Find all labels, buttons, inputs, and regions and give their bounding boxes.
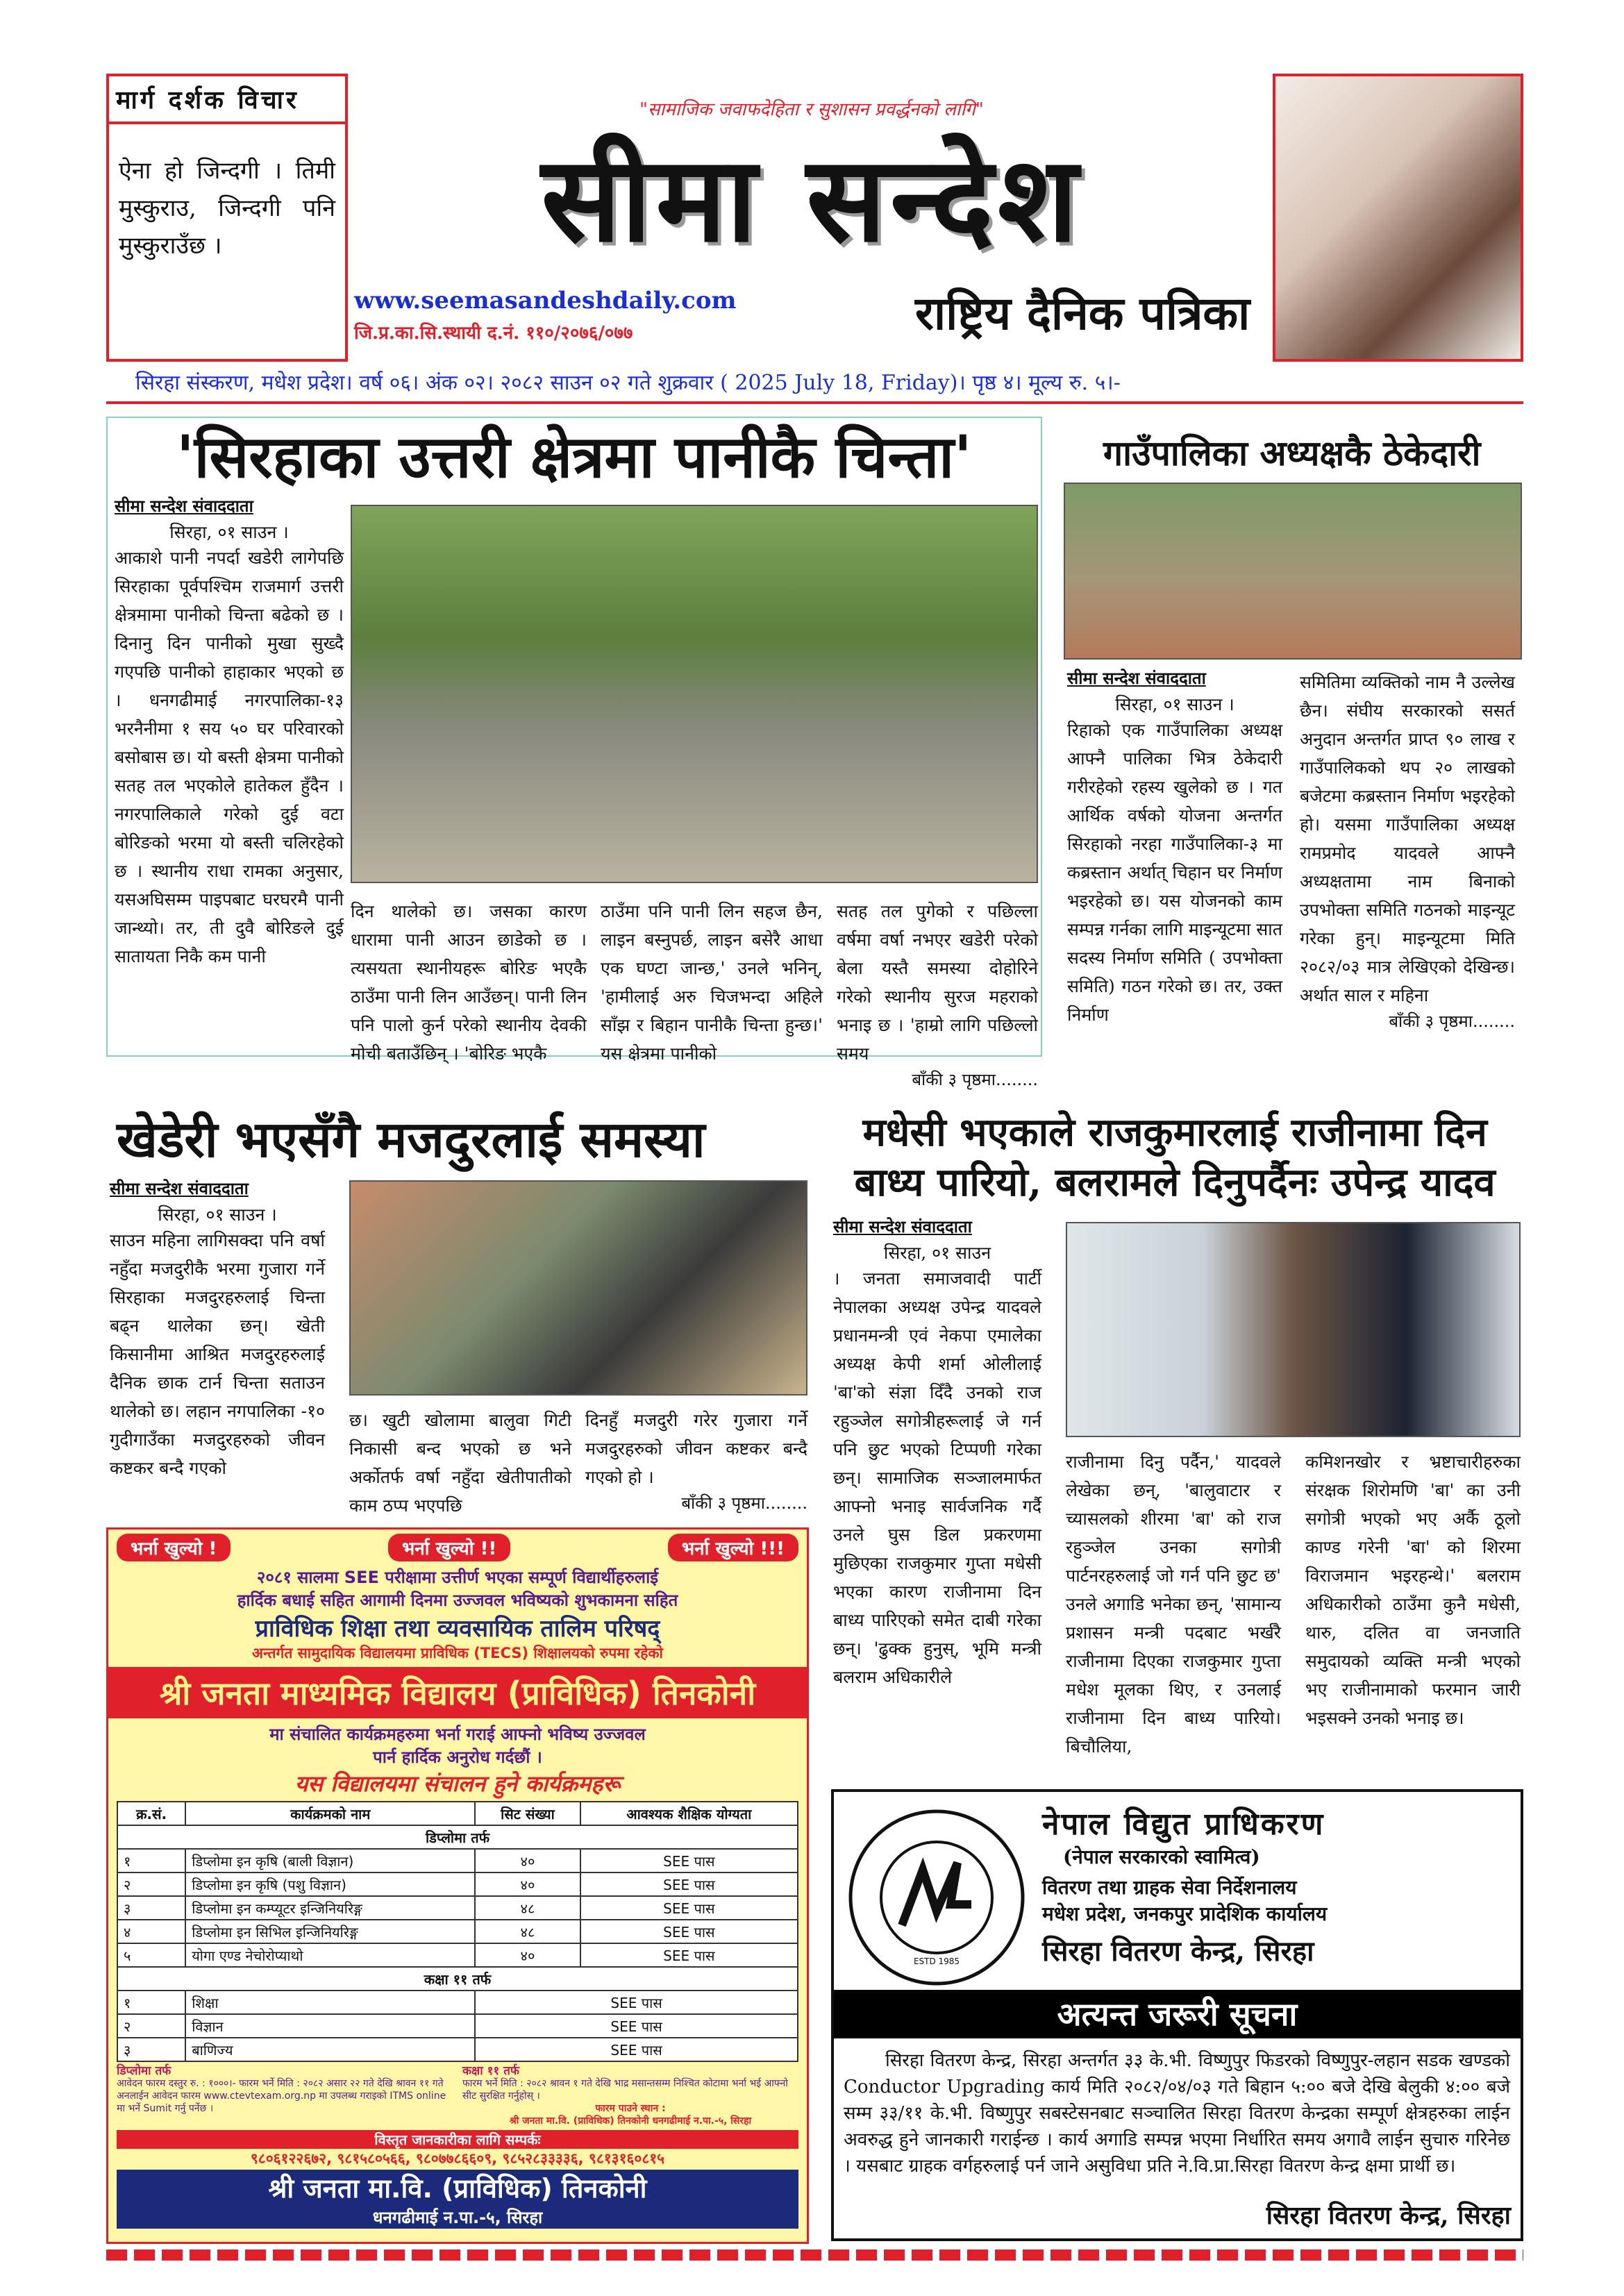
section-diploma: डिप्लोमा तर्फ bbox=[117, 1825, 798, 1849]
table-row bbox=[117, 1920, 798, 1943]
story-contractor bbox=[1060, 417, 1523, 1093]
header-rule bbox=[106, 401, 1523, 404]
cell: SEE पास bbox=[580, 1872, 798, 1896]
story2-byline: सीमा सन्देश संवाददाता bbox=[1067, 668, 1206, 688]
notice-signature: सिरहा वितरण केन्द्र, सिरहा bbox=[1266, 2201, 1511, 2230]
ad-line2: हार्दिक बधाई सहित आगामी दिनमा उज्जवल भविष्यको शुभकामना सहित bbox=[237, 1591, 678, 1610]
notice-title-bar bbox=[834, 1990, 1521, 2038]
admission-badge: भर्ना खुल्यो !! bbox=[388, 1534, 510, 1561]
cell: बाणिज्य bbox=[185, 2038, 475, 2061]
cell: ४० bbox=[475, 1849, 580, 1872]
form-place-title: फारम पाउने स्थान : bbox=[595, 2103, 666, 2114]
english-date: ( 2025 July 18, Friday) bbox=[720, 371, 958, 395]
cell: SEE पास bbox=[580, 1896, 798, 1920]
cell: SEE पास bbox=[475, 1991, 798, 2014]
separator: । bbox=[344, 371, 353, 395]
story3-col1: साउन महिना लागिसक्दा पनि वर्षा नहुँदा मजदुरीकै भरमा गुजारा गर्ने सिरहाका मजदुरहरुलाई चिन्ता बढ्न थालेका छन्। खेती किसानीमा आश्रित मजदुरहरुलाई दैनिक छाक टार्न चिन्ता सताउन थालेको छ। लहान नगपालिका -१० गुदीगाउँका मजदुरहरुको जीवन कष्टकर बन्दै गएको bbox=[110, 1230, 325, 1478]
school-admission-ad bbox=[106, 1527, 809, 2244]
note-diploma: आवेदन फारम दस्तुर रु. : १०००।- फारम भर्ने मिति : २०८२ असार २२ गते देखि श्रावन ११ गते अनलाईन आवेदन फारम www.ctevtexam.org.np मा उपलब्ध गराइको ITMS online मा भर्ने Sumit गर्नु पर्नेछ । bbox=[117, 2078, 446, 2114]
cell: ४ bbox=[117, 1920, 185, 1943]
story-upendra-yadav bbox=[826, 1107, 1523, 1781]
contact-title: विस्तृत जानकारीका लागि सम्पर्कः bbox=[117, 2130, 798, 2149]
story2-photo bbox=[1064, 483, 1522, 660]
cell: ४८ bbox=[475, 1920, 580, 1943]
col-header: कार्यक्रमको नाम bbox=[185, 1802, 475, 1825]
ad-school-name: श्री जनता माध्यमिक विद्यालय (प्राविधिक) तिनकोनी bbox=[108, 1667, 807, 1718]
col-header: क्र.सं. bbox=[117, 1802, 185, 1825]
cell: डिप्लोमा इन कृषि (पशु विज्ञान) bbox=[185, 1872, 475, 1896]
story1-col3: ठाउँमा पनि पानी लिन सहज छैन, लाइन बस्नुपर्छ, लाइन बसेरै आधा एक घण्टा जान्छ,' उनले भनिन्, 'हामीलाई अरु चिजभन्दा अहिले साँझ र बिहान पानीकै चिन्ता हुन्छ।' यस क्षेत्रमा पानीको bbox=[601, 901, 823, 1064]
masthead-tagline: "सामाजिक जवाफदेहिता र सुशासन प्रवर्द्धनको लागि" bbox=[639, 99, 984, 120]
issue: अंक ०२ bbox=[425, 371, 486, 395]
story4-col1: । जनता समाजवादी पार्टी नेपालका अध्यक्ष उपेन्द्र यादवले प्रधानमन्त्री एवं नेकपा एमालेका अध्यक्ष केपी शर्मा ओलीलाई 'बा'को संज्ञा दिँदै उनको राज रहुञ्जेल सगोत्रीहरूलाई जे गर्न पनि छुट भएको टिप्पणी गरेका छन्। सामाजिक सञ्जालमार्फत आफ्नो भनाइ सार्वजनिक गर्दै उनले घुस डिल प्रकरणमा मुछिएका राजकुमार गुप्ता मधेसी भएका कारण राजीनामा दिन बाध्य पारिएको समेत दाबी गरेका छन्। 'ढुक्क हुनुस्, भूमि मन्त्री बलराम अधिकारीले bbox=[833, 1268, 1041, 1687]
ad-line4: अन्तर्गत सामुदायिक विद्यालयमा प्राविधिक (TECS) शिक्षालयको रुपमा रहेको bbox=[252, 1645, 663, 1661]
table-row bbox=[117, 1896, 798, 1920]
footer-address: धनगढीमाई न.पा.-५, सिरहा bbox=[372, 2208, 543, 2227]
story3-headline: खेडेरी भएसँगै मजदुरलाई समस्या bbox=[117, 1109, 705, 1168]
story1-byline: सीमा सन्देश संवाददाता bbox=[115, 496, 253, 516]
notice-title: अत्यन्त जरूरी सूचना bbox=[1057, 1995, 1298, 2033]
opinion-text: ऐना हो जिन्दगी । तिमी मुस्कुराउ, जिन्दगी पनि मुस्कुराउँछ । bbox=[119, 157, 335, 260]
cell: SEE पास bbox=[580, 1920, 798, 1943]
year: वर्ष ०६ bbox=[359, 371, 411, 395]
nea-center: सिरहा वितरण केन्द्र, सिरहा bbox=[1042, 1935, 1314, 1968]
note-diploma-title: डिप्लोमा तर्फ bbox=[117, 2064, 171, 2078]
cell: डिप्लोमा इन कम्प्यूटर इन्जिनियरिङ्ग bbox=[185, 1896, 475, 1920]
story4-headline-line1: मधेसी भएकाले राजकुमारलाई राजीनामा दिन bbox=[862, 1109, 1487, 1155]
separator: । bbox=[411, 371, 419, 395]
cell: डिप्लोमा इन सिभिल इन्जिनियरिङ्ग bbox=[185, 1920, 475, 1943]
cell: १ bbox=[117, 1849, 185, 1872]
story4-byline: सीमा सन्देश संवाददाता bbox=[833, 1216, 972, 1237]
nea-directorate: वितरण तथा ग्राहक सेवा निर्देशनालय bbox=[1042, 1876, 1297, 1899]
cell: ३ bbox=[117, 1896, 185, 1920]
edition: सिरहा संस्करण, मधेश प्रदेश bbox=[135, 371, 345, 395]
story2-continued: बाँकी ३ पृष्ठमा........ bbox=[1389, 1012, 1515, 1031]
cell: विज्ञान bbox=[185, 2014, 475, 2038]
cell: ४८ bbox=[475, 1896, 580, 1920]
story4-headline-line2: बाध्य पारियो, बलरामले दिनुपर्दैनः उपेन्द्र यादव bbox=[854, 1159, 1496, 1205]
ad-line5: मा संचालित कार्यक्रमहरुमा भर्ना गराई आफ्नो भविष्य उज्जवल bbox=[269, 1725, 646, 1744]
nea-ownership: (नेपाल सरकारको स्वामित्व) bbox=[1063, 1845, 1260, 1868]
col-header: आवश्यक शैक्षिक योग्यता bbox=[580, 1802, 798, 1825]
table-row bbox=[117, 1872, 798, 1896]
form-place: श्री जनता मा.वि. (प्राविधिक) तिनकोनी धनगढीमाई न.पा.-५, सिरहा bbox=[509, 2115, 752, 2127]
story4-col2: राजीनामा दिनु पर्दैन,' यादवले लेखेका छन्, 'बालुवाटार र च्यासलको शीरमा 'बा' को राज रहुञ्जेल उनका सगोत्री पार्टनरहरुलाई जो गर्न पनि छुट छ' उनले अगाडि भनेका छन्, 'सामान्य प्रशासन मन्त्री पदबाट भर्खरै राजीनामा दिएका राजकुमार गुप्ता मधेश मूलका थिए, र उनलाई राजीनामा दिन बाध्य पारियो। बिचौलिया, bbox=[1066, 1452, 1281, 1757]
cell: २ bbox=[117, 2014, 185, 2038]
story2-col2: समितिमा व्यक्तिको नाम नै उल्लेख छैन। संघीय सरकारको ससर्त अनुदान अन्तर्गत प्राप्त ९० लाख र गाउँपालिकको थप २० लाखको बजेटमा कब्रस्तान निर्माण भइरहेको हो। यसमा गाउँपालिका अध्यक्ष रामप्रमोद यादवले आफ्नै अध्यक्षतामा नाम बिनाको उपभोक्ता समिति गठनको माइन्यूट गरेका हुन्। माइन्यूटमा मिति २०८२/०३ मात्र लेखिएको देखिन्छ। अर्थात साल र महिना bbox=[1300, 672, 1515, 1005]
separator: । bbox=[485, 371, 494, 395]
note-class11-title: कक्षा ११ तर्फ bbox=[462, 2064, 519, 2078]
note-class11: फारम भर्ने मिति : २०८२ श्रावन १ गते देखि भाद्र मसान्तसम्म निश्चित कोटामा भर्ना भई आफ्नो सीट सुरक्षित गर्नुहोस् । bbox=[462, 2078, 788, 2102]
cell: २ bbox=[117, 1872, 185, 1896]
notice-body: सिरहा वितरण केन्द्र, सिरहा अन्तर्गत ३३ के.भी. विष्णुपुर फिडरको विष्णुपुर-लहान सडक खण्डको Conductor Upgrading कार्य मिति २०८२/०४/०३ गते बिहान ५:०० बजे देखि बेलुकी ४:०० बजे सम्म ३३/११ के.भी. विष्णुपुर सबस्टेसनबाट सञ्चालित सिरहा वितरण केन्द्रका सम्पूर्ण क्षेत्रहरुका लाईन अवरुद्ध हुने जानकारी गराईन्छ । कार्य अगाडि सम्पन्न भएमा निर्धारित समय अगावै लाईन सुचारु गरिनेछ । यसबाट ग्राहक वर्गहरुलाई पर्न जाने असुविधा प्रति ने.वि.प्रा.सिरहा वितरण केन्द्र क्षमा प्रार्थी छ। bbox=[844, 2050, 1510, 2177]
dateline bbox=[135, 369, 1121, 397]
story-water-worry bbox=[106, 417, 1042, 1089]
cell: १ bbox=[117, 1991, 185, 2014]
story2-date: सिरहा, ०१ साउन । bbox=[1115, 694, 1234, 714]
masthead bbox=[354, 74, 1269, 362]
story4-photo bbox=[1066, 1222, 1521, 1437]
table-row bbox=[117, 1991, 798, 2014]
table-row bbox=[117, 1943, 798, 1967]
section-class11: कक्षा ११ तर्फ bbox=[117, 1967, 798, 1991]
admission-badge: भर्ना खुल्यो ! bbox=[117, 1534, 231, 1561]
admission-badge: भर्ना खुल्यो !!! bbox=[668, 1534, 798, 1561]
story1-col1: आकाशे पानी नपर्दा खडेरी लागेपछि सिरहाका पूर्वपश्चिम राजमार्ग उत्तरी क्षेत्रमामा पानीको चिन्ता बढेको छ । दिनानु दिन पानीको मुखा सुख्दै गएपछि पानीको हाहाकार भएको छ । धनगढीमाई नगरपालिका-१३ भरनैनीमा १ सय ५० घर परिवारको बसोबास छ। यो बस्ती क्षेत्रमा पानीको सतह तल भएकोले हातेकल हुँदैन । नगरपालिकाले गरेको दुई वटा बोरिङको भरमा यो बस्ती चलिरहेको छ । स्थानीय राधा रामका अनुसार, यसअघिसम्म पाइपबाट घरघरमै पानी जान्थ्यो। तर, ती दुवै बोरिङले दुई सातायता निकै कम पानी bbox=[115, 548, 344, 966]
footer-dashed-rule bbox=[106, 2249, 1523, 2261]
nea-office: मधेश प्रदेश, जनकपुर प्रादेशिक कार्यालय bbox=[1042, 1902, 1328, 1925]
story4-col3: कमिशनखोर र भ्रष्टाचारीहरुका संरक्षक शिरोमणि 'बा' का उनी सगोत्री भएको भए अर्कै ठूलो काण्ड गरेनी 'बा' को शिरमा विराजमान भइरहन्थे।' बलराम अधिकारीको ठाउँमा कुनै मधेसी, थारु, दलित वा जनजाति समुदायको व्यक्ति मन्त्री भएको भए राजीनामाको फरमान जारी भइसक्ने उनको भनाइ छ। bbox=[1305, 1452, 1521, 1728]
separator: । bbox=[957, 371, 966, 395]
story1-date: सिरहा, ०१ साउन । bbox=[169, 522, 289, 542]
story3-date: सिरहा, ०१ साउन । bbox=[158, 1205, 277, 1225]
masthead-name: सीमा सन्देश bbox=[541, 131, 1082, 269]
nea-notice-ad bbox=[831, 1789, 1523, 2241]
cell: डिप्लोमा इन कृषि (बाली विज्ञान) bbox=[185, 1849, 475, 1872]
opinion-box bbox=[106, 74, 348, 362]
nepali-date: २०८२ साउन ०२ गते शुक्रवार bbox=[500, 371, 714, 395]
nea-logo-est: ESTD 1985 bbox=[913, 1956, 960, 1966]
programs-table bbox=[117, 1801, 798, 2062]
table-row bbox=[117, 2038, 798, 2061]
masthead-website[interactable]: www.seemasandeshdaily.com bbox=[354, 287, 737, 315]
story1-headline: 'सिरहाका उत्तरी क्षेत्रमा पानीकै चिन्ता' bbox=[176, 422, 972, 491]
masthead-registration: जि.प्र.का.सि.स्थायी द.नं. ११०/२०७६/०७७ bbox=[354, 323, 633, 344]
cell: SEE पास bbox=[580, 1849, 798, 1872]
ad-line6: पार्न हार्दिक अनुरोध गर्दछौं । bbox=[373, 1748, 542, 1767]
col-header: सिट संख्या bbox=[475, 1802, 580, 1825]
story3-photo bbox=[349, 1180, 807, 1396]
story1-photo bbox=[351, 505, 1038, 883]
opinion-title: मार्ग दर्शक विचार bbox=[109, 76, 345, 124]
separator: । bbox=[1014, 371, 1022, 395]
cell: योगा एण्ड नेचोरोप्याथो bbox=[185, 1943, 475, 1967]
cell: ४० bbox=[475, 1872, 580, 1896]
story3-byline: सीमा सन्देश संवाददाता bbox=[110, 1178, 249, 1198]
cell: ४० bbox=[475, 1943, 580, 1967]
cell: SEE पास bbox=[580, 1943, 798, 1967]
cell: SEE पास bbox=[475, 2038, 798, 2061]
story3-col3: दिनहुँ मजदुरी गरेर गुजारा गर्ने मजदुरहरुको जीवन कष्टकर बन्दै गएको हो । bbox=[585, 1410, 807, 1487]
table-row bbox=[117, 1849, 798, 1872]
story1-continued: बाँकी ३ पृष्ठमा........ bbox=[912, 1070, 1038, 1089]
story-labor-problem bbox=[106, 1107, 809, 1524]
story3-continued: बाँकी ३ पृष्ठमा........ bbox=[681, 1493, 807, 1513]
story1-col4: सतह तल पुगेको र पछिल्ला वर्षमा वर्षा नभएर खडेरी परेको बेला यस्तै समस्या दोहोरिने गरेको स्थानीय सुरज महराको भनाइ छ । 'हाम्रो लागि पछिल्लो समय bbox=[837, 901, 1038, 1064]
masthead-subtitle: राष्ट्रिय दैनिक पत्रिका bbox=[915, 286, 1250, 340]
page-number: पृष्ठ ४ bbox=[972, 371, 1014, 395]
footer-school-name: श्री जनता मा.वि. (प्राविधिक) तिनकोनी bbox=[268, 2173, 647, 2204]
cell: शिक्षा bbox=[185, 1991, 475, 2014]
story3-col2: छ। खुटी खोलामा बालुवा गिटी निकासी बन्द भएको छ भने अर्कोतर्फ वर्षा नहुँदा खेतीपातीको काम ठप्प भएपछि bbox=[349, 1410, 571, 1516]
cell: SEE पास bbox=[475, 2014, 798, 2038]
price: मूल्य रु. ५।- bbox=[1028, 371, 1121, 395]
ad-council: प्राविधिक शिक्षा तथा व्यवसायिक तालिम परिषद् bbox=[255, 1615, 660, 1643]
nea-title: नेपाल विद्युत प्राधिकरण bbox=[1042, 1807, 1325, 1842]
ad-line1: २०८१ सालमा SEE परीक्षामा उत्तीर्ण भएका सम्पूर्ण विद्यार्थीहरुलाई bbox=[256, 1568, 659, 1587]
ad-table-title: यस विद्यालयमा संचालन हुने कार्यक्रमहरू bbox=[294, 1770, 621, 1797]
nea-logo bbox=[846, 1807, 1027, 1988]
story1-col2: दिन थालेको छ। जसका कारण धारामा पानी आउन छाडेको छ । त्यसयता स्थानीयहरू बोरिङ भएकै ठाउँमा पानी लिन आउँछन्। पानी लिन पनि पालो कुर्न परेको स्थानीय देवकी मोची बताउँछिन् । 'बोरिङ भएकै bbox=[351, 901, 587, 1064]
story4-date: सिरहा, ०१ साउन bbox=[883, 1243, 991, 1263]
celebrity-photo bbox=[1273, 74, 1523, 362]
cell: ५ bbox=[117, 1943, 185, 1967]
story2-col1: रिहाको एक गाउँपालिका अध्यक्ष आफ्नै पालिका भित्र ठेकेदारी गरीरहेको रहस्य खुलेको छ । गत आर्थिक वर्षको योजना अन्तर्गत सिरहाको नरहा गाउँपालिका-३ मा कब्रस्तान अर्थात् चिहान घर निर्माण भइरहेको छ। यस योजनको काम सम्पन्न गर्नका लागि माइन्यूटमा सात सदस्य निर्माण समिति ( उपभोक्ता समिति) गठन गरेको छ। तर, उक्त निर्माण bbox=[1067, 720, 1282, 1025]
contact-phones: ९८०६१२२६७२, ९८१५८०५६६, ९८०७७८६६०९, ९८५२८३३३३६, ९८१३१६०८१५ bbox=[250, 2150, 665, 2167]
story2-headline: गाउँपालिका अध्यक्षकै ठेकेदारी bbox=[1103, 433, 1481, 474]
cell: ३ bbox=[117, 2038, 185, 2061]
table-row bbox=[117, 2014, 798, 2038]
